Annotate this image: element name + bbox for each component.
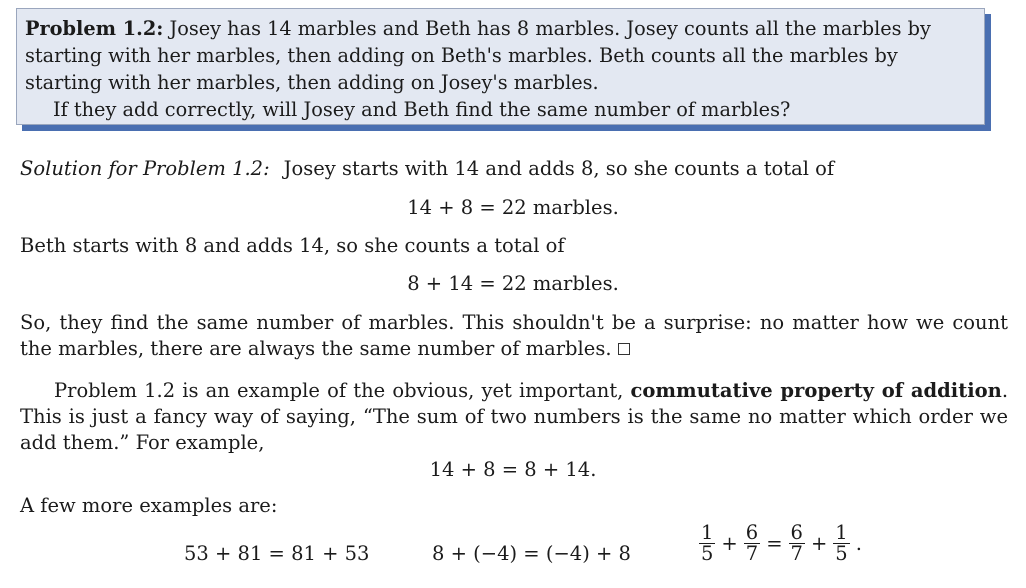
- commutative-paragraph: [20, 378, 1008, 456]
- more-examples-label: A few more examples are:: [20, 494, 278, 517]
- equation-1: 14 + 8 = 22 marbles.: [407, 196, 619, 219]
- problem-statement: [25, 15, 974, 96]
- equation-3: 14 + 8 = 8 + 14.: [429, 458, 597, 481]
- solution-label: Solution for Problem 1.2:: [20, 157, 270, 180]
- solution-conclusion: [20, 310, 1008, 362]
- fraction-b: $\frac{6}{7}$: [745, 521, 759, 565]
- example-3-fractions: $\frac{1}{5}$ + $\frac{6}{7}$ = $\frac{6}{7}$ + $\frac{1}{5}$ .: [701, 521, 862, 565]
- example-2: 8 + (−4) = (−4) + 8: [432, 542, 631, 565]
- fraction-c: $\frac{6}{7}$: [790, 521, 803, 565]
- solution-intro: [20, 156, 834, 182]
- solution-text-2: Beth starts with 8 and adds 14, so she counts a total of: [20, 234, 565, 257]
- example-1: 53 + 81 = 81 + 53: [184, 542, 370, 565]
- commutative-term: commutative property of addition: [630, 379, 1002, 402]
- conclusion-text: So, they find the same number of marbles. This shouldn't be a surprise: no matter how we count the marbles, there are always the same number of marbles.: [20, 311, 1008, 360]
- fraction-d: $\frac{1}{5}$: [835, 521, 848, 565]
- equation-2: 8 + 14 = 22 marbles.: [407, 272, 619, 295]
- qed-square-icon: [618, 343, 630, 355]
- fraction-a: $\frac{1}{5}$: [701, 521, 714, 565]
- problem-label: Problem 1.2:: [25, 17, 164, 40]
- problem-question: If they add correctly, will Josey and Beth find the same number of marbles?: [53, 98, 791, 121]
- explanation-lead: Problem 1.2 is an example of the obvious, yet important,: [54, 379, 624, 402]
- solution-text-1: Josey starts with 14 and adds 8, so she counts a total of: [283, 157, 835, 180]
- explanation-rest: . This is just a fancy way of saying, “The sum of two numbers is the same no matter which order we add them.” For example,: [20, 379, 1009, 454]
- problem-box: [16, 8, 985, 125]
- problem-text: Josey has 14 marbles and Beth has 8 marbles. Josey counts all the marbles by starting with her marbles, then adding on Beth's marbles. Beth counts all the marbles by starting with her marbles, then adding on Josey's marbles.: [25, 17, 931, 94]
